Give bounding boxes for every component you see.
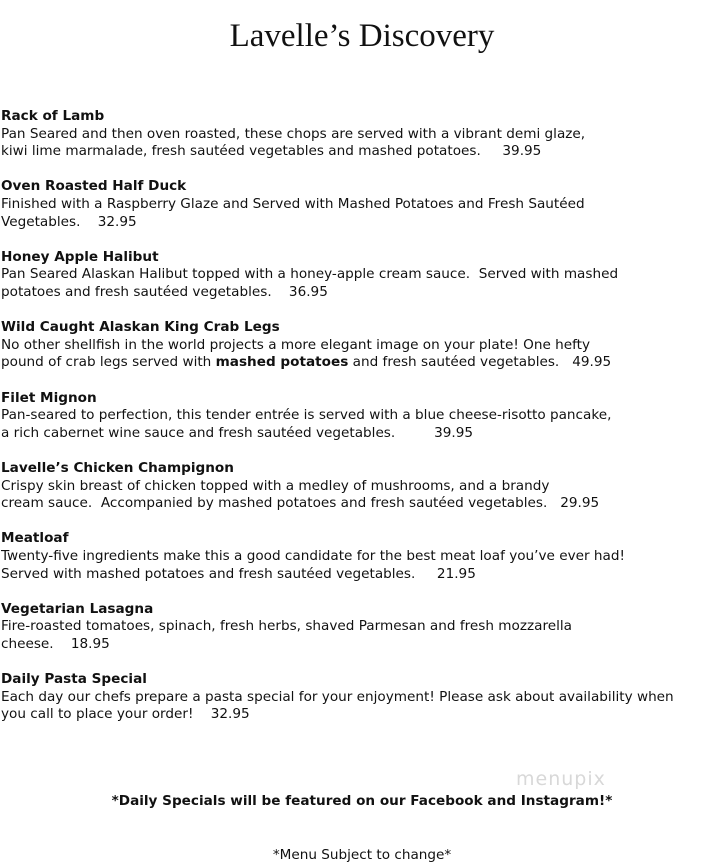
item-name: Honey Apple Halibut	[1, 248, 159, 265]
item-description: Pan Seared and then oven roasted, these chops are served with a vibrant demi glaze,	[1, 125, 586, 142]
item-description: Crispy skin breast of chicken topped with a medley of mushrooms, and a brandy	[1, 477, 550, 494]
item-name: Oven Roasted Half Duck	[1, 178, 187, 195]
menu-item	[1, 530, 723, 600]
restaurant-title: Lavelle’s Discovery	[229, 18, 495, 54]
item-name: Vegetarian Lasagna	[1, 600, 154, 617]
item-description: cream sauce. Accompanied by mashed potatoes and fresh sautéed vegetables. 29.95	[1, 495, 600, 512]
item-name: Rack of Lamb	[1, 108, 105, 124]
specials-note: *Daily Specials will be featured on our Facebook and Instagram!*	[111, 793, 613, 809]
change-note: *Menu Subject to change*	[272, 847, 452, 863]
menu-item	[1, 460, 723, 530]
item-description: Served with mashed potatoes and fresh sautéed vegetables. 21.95	[1, 565, 476, 582]
item-description: Vegetables. 32.95	[1, 213, 137, 230]
menu-item	[1, 390, 723, 460]
desc-bold-text: mashed potatoes	[215, 354, 349, 371]
menu-item	[1, 671, 723, 741]
item-description: Fire-roasted tomatoes, spinach, fresh herbs, shaved Parmesan and fresh mozzarella	[1, 618, 572, 635]
item-description: cheese. 18.95	[1, 635, 110, 652]
item-description: Finished with a Raspberry Glaze and Served with Mashed Potatoes and Fresh Sautéed	[1, 195, 585, 212]
desc-text: pound of crab legs served with	[1, 354, 216, 371]
menu-item	[1, 601, 723, 671]
menu-item	[1, 178, 723, 248]
item-description: Each day our chefs prepare a pasta special for your enjoyment! Please ask about availability when	[1, 688, 674, 705]
item-description	[1, 354, 723, 372]
item-description: Twenty-five ingredients make this a good candidate for the best meat loaf you’ve ever had!	[1, 547, 625, 564]
item-name: Filet Mignon	[1, 389, 97, 406]
item-name: Meatloaf	[1, 530, 69, 547]
item-description: kiwi lime marmalade, fresh sautéed vegetables and mashed potatoes. 39.95	[1, 143, 542, 160]
menu-item	[1, 249, 723, 319]
item-description: potatoes and fresh sautéed vegetables. 36.95	[1, 283, 328, 300]
item-description: Pan Seared Alaskan Halibut topped with a honey-apple cream sauce. Served with mashed	[1, 266, 619, 283]
watermark: menupix	[516, 768, 606, 790]
menu-item	[1, 108, 723, 178]
menu-list	[1, 108, 723, 742]
item-name: Wild Caught Alaskan King Crab Legs	[1, 319, 280, 336]
menu-item	[1, 319, 723, 389]
item-description: you call to place your order! 32.95	[1, 706, 250, 723]
desc-text: and fresh sautéed vegetables. 49.95	[348, 354, 612, 371]
item-description: a rich cabernet wine sauce and fresh sautéed vegetables. 39.95	[1, 424, 474, 441]
item-description: Pan-seared to perfection, this tender entrée is served with a blue cheese-risotto pancake,	[1, 407, 612, 424]
item-description: No other shellfish in the world projects a more elegant image on your plate! One hefty	[1, 336, 591, 353]
item-name: Lavelle’s Chicken Champignon	[1, 459, 234, 476]
item-name: Daily Pasta Special	[1, 671, 147, 688]
